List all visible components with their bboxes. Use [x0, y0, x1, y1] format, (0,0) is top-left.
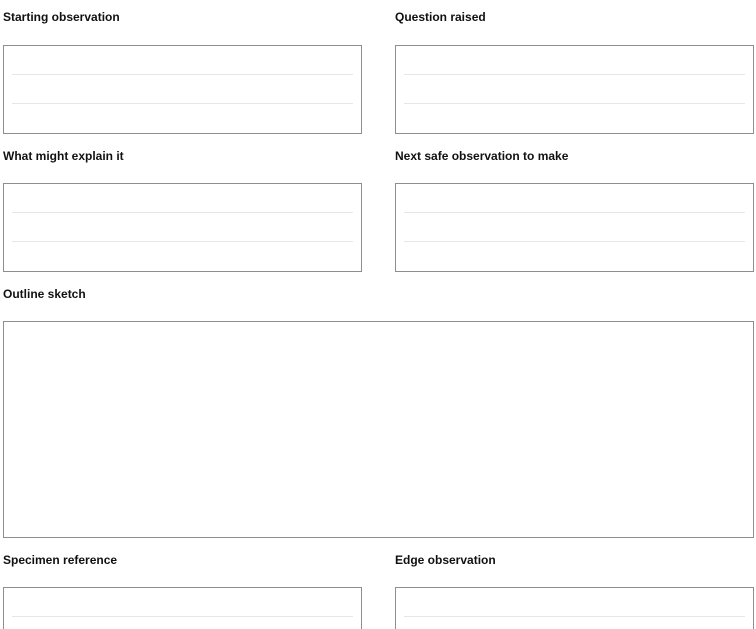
writing-line — [12, 212, 353, 213]
writing-line — [404, 103, 745, 104]
starting-observation-label: Starting observation — [3, 10, 120, 24]
writing-line — [12, 103, 353, 104]
writing-line — [12, 74, 353, 75]
what-might-explain-field[interactable] — [3, 183, 362, 272]
question-raised-field[interactable] — [395, 45, 754, 134]
edge-observation-field[interactable] — [395, 587, 754, 629]
writing-line — [12, 241, 353, 242]
specimen-reference-field[interactable] — [3, 587, 362, 629]
writing-line — [404, 616, 745, 617]
writing-line — [404, 212, 745, 213]
outline-sketch-label: Outline sketch — [3, 287, 86, 301]
writing-line — [12, 616, 353, 617]
next-safe-observation-label: Next safe observation to make — [395, 149, 569, 163]
specimen-reference-label: Specimen reference — [3, 553, 118, 567]
writing-line — [404, 241, 745, 242]
starting-observation-field[interactable] — [3, 45, 362, 134]
outline-sketch-area[interactable] — [3, 321, 754, 538]
next-safe-observation-field[interactable] — [395, 183, 754, 272]
question-raised-label: Question raised — [395, 10, 486, 24]
edge-observation-label: Edge observation — [395, 553, 496, 567]
writing-line — [404, 74, 745, 75]
what-might-explain-label: What might explain it — [3, 149, 124, 163]
